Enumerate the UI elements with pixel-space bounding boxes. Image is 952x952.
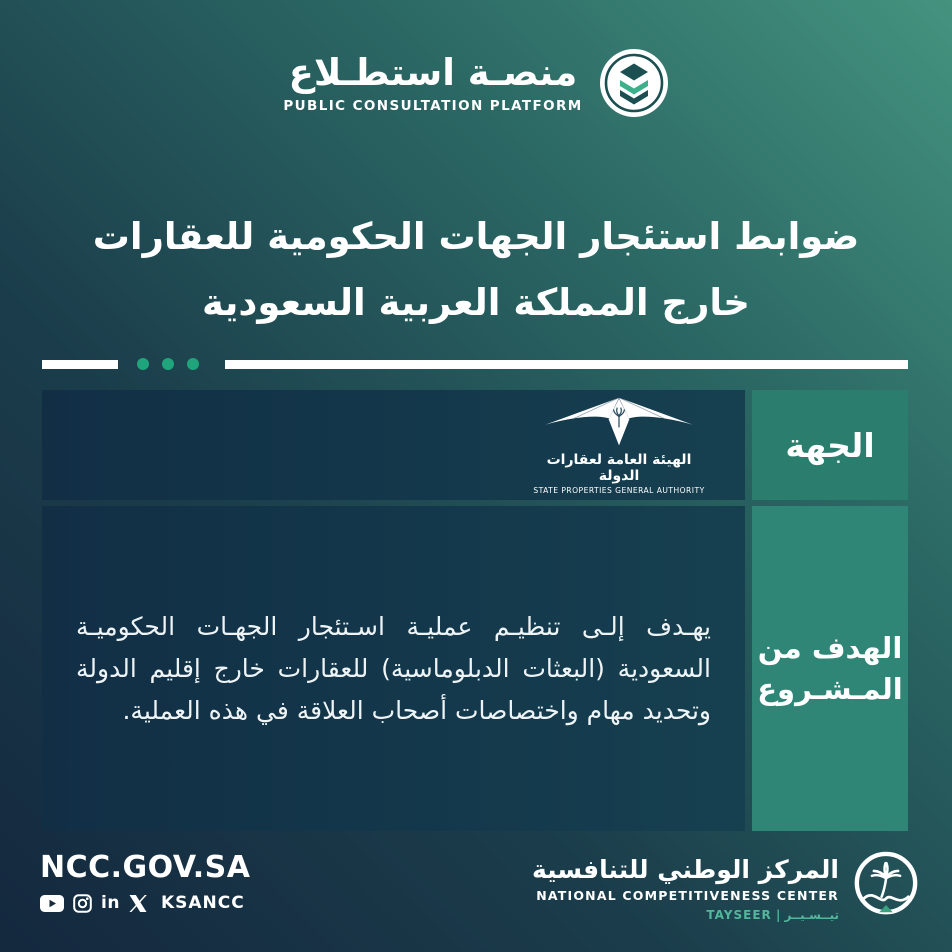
platform-name-arabic: منصـة استطـلاع xyxy=(288,50,578,94)
info-table xyxy=(42,390,908,831)
entity-name-english: STATE PROPERTIES GENERAL AUTHORITY xyxy=(533,486,705,495)
youtube-icon xyxy=(40,895,64,912)
divider-dot xyxy=(162,358,174,370)
goal-row xyxy=(42,506,908,831)
goal-cell xyxy=(42,506,745,831)
goal-body-text: يهـدف إلـى تنظيـم عمليـة اسـتئجار الجهـات الحكوميـة السعودية (البعثات الدبلوماسية) للعقارات خارج إقليم الدولة وتحديد مهام واختصاصات أصحاب العلاقة في هذه العملية. xyxy=(76,611,711,725)
divider-dot xyxy=(187,358,199,370)
divider-dot xyxy=(137,358,149,370)
title-divider xyxy=(42,359,908,369)
platform-brand xyxy=(0,48,952,118)
entity-label: الجهة xyxy=(785,425,875,465)
entity-cell xyxy=(42,390,745,500)
title-line-1: ضوابط استئجار الجهات الحكومية للعقارات xyxy=(92,215,860,258)
tayseer-tagline: تيــسـيــر | TAYSEER xyxy=(706,907,839,922)
title-line-2: خارج المملكة العربية السعودية xyxy=(202,280,750,324)
goal-label-line-2: المـشـروع xyxy=(757,671,903,706)
stacked-layers-circle-icon xyxy=(599,48,669,118)
x-icon xyxy=(129,895,147,912)
entity-name-arabic: الهيئة العامة لعقارات الدولة xyxy=(546,452,692,484)
entity-label-cell xyxy=(752,390,908,500)
social-handle: KSANCC xyxy=(160,893,245,913)
social-row xyxy=(40,893,250,913)
instagram-icon xyxy=(73,894,92,913)
entity-row xyxy=(42,390,908,500)
ncc-brand xyxy=(532,850,920,926)
state-properties-canopy-palm-logo xyxy=(531,395,707,495)
divider-bar-short xyxy=(42,360,118,369)
ncc-name-arabic: المركز الوطني للتنافسية xyxy=(531,854,839,884)
footer xyxy=(40,850,920,926)
goal-label-line-1: الهدف من xyxy=(757,630,903,665)
divider-dots xyxy=(137,358,199,370)
goal-label-cell xyxy=(752,506,908,831)
website-url: NCC.GOV.SA xyxy=(40,850,251,885)
ncc-name-english: NATIONAL COMPETITIVENESS CENTER xyxy=(536,887,839,903)
platform-name-english: PUBLIC CONSULTATION PLATFORM xyxy=(283,98,583,115)
palm-tree-circle-logo xyxy=(852,850,920,926)
linkedin-icon: in xyxy=(101,892,120,913)
divider-bar-long xyxy=(225,360,908,369)
page-title xyxy=(20,204,932,336)
